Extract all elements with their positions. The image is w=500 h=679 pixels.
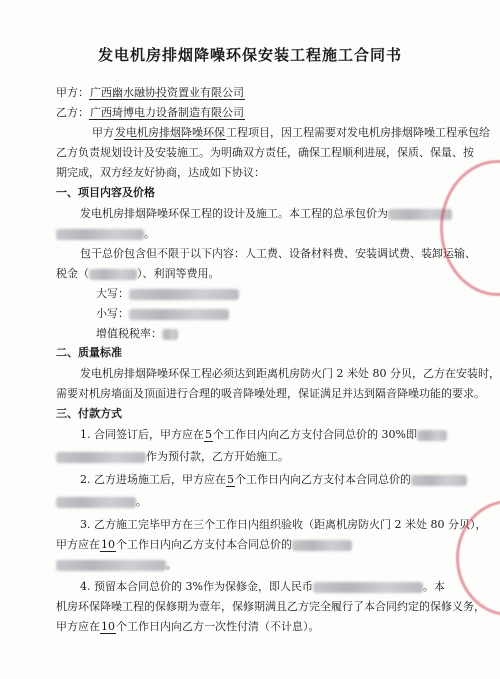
payment-4-line-1: 4. 预留本合同总价的 3%作为保修金，即人民币 。本 [80, 580, 445, 593]
tax-rate-label: 增值税税率： [96, 327, 162, 340]
redacted-retention-amount [313, 582, 423, 593]
redacted-amount-daxie [129, 289, 239, 300]
intro-line-2: 乙方负责规划设计及安装施工。为明确双方责任，确保工程顺利进展，保质、保量、按 [56, 146, 474, 159]
amount-daxie-row [96, 287, 239, 301]
payment-3-days: 10 [101, 538, 115, 551]
redacted-payment-3-cont [56, 560, 166, 571]
redacted-payment-2-cont [56, 497, 136, 508]
payment-3-line-1: 3. 乙方施工完毕甲方在三个工作日内组织验收（距离机房防火门 2 米处 80 分贝）， [80, 518, 487, 531]
redacted-payment-1-cont [56, 452, 146, 463]
company-seal-top [440, 160, 500, 296]
section-1-line-2: 。 [56, 227, 155, 241]
payment-1-days: 5 [205, 428, 212, 441]
section-1-line-3: 包干总价包含但不限于以下内容：人工费、设备材料费、安装调试费、装卸运输、 [80, 247, 476, 260]
tax-rate-row [96, 327, 178, 341]
party-b-row [56, 106, 245, 120]
daxie-label: 大写： [96, 287, 129, 300]
party-b-label: 乙方： [56, 106, 89, 119]
xiaoxie-label: 小写： [96, 307, 129, 320]
intro-line-3: 期完成，双方经友好协商，达成如下协议： [56, 166, 265, 179]
redacted-payment-2 [411, 475, 467, 486]
redacted-tax [89, 269, 137, 280]
section-3-heading: 三、付款方式 [56, 407, 122, 420]
redacted-tax-rate [162, 329, 178, 340]
intro-line-1: 甲方发电机房排烟降噪环保工程项目，因工程需要对发电机房排烟降噪工程承包给 [92, 126, 490, 139]
payment-4-line-2: 机房环保降噪工程的保修期为壹年，保修期满且乙方完全履行了本合同约定的保修义务， [56, 600, 485, 613]
redacted-payment-3 [292, 540, 352, 551]
payment-2-days: 5 [227, 473, 234, 486]
redacted-total-price-cont [56, 229, 144, 240]
section-2-line-1: 发电机房排烟降噪环保工程必须达到距离机房防火门 2 米处 80 分贝，乙方在安装时， [80, 367, 500, 380]
party-a-label: 甲方： [56, 86, 89, 99]
payment-3-line-3: 。 [56, 558, 177, 572]
party-a-name: 广西幽水融协投资置业有限公司 [90, 86, 244, 99]
redacted-payment-1 [417, 430, 447, 441]
party-b-name: 广西琦博电力设备制造有限公司 [90, 106, 244, 119]
payment-2-line-1: 2. 乙方进场施工后，甲方应在5个工作日内向乙方支付本合同总价的 [80, 473, 467, 487]
project-name: 发电机房排烟降噪环保 [115, 126, 225, 139]
payment-1-line-2: 作为预付款，乙方开始施工。 [56, 450, 289, 464]
redacted-amount-xiaoxie [129, 309, 229, 320]
section-2-line-2: 需要对机房墙面及顶面进行合理的吸音降噪处理，保证满足并达到隔音降噪功能的要求。 [56, 387, 485, 400]
section-2-heading: 二、质量标准 [56, 346, 122, 359]
payment-4-line-3: 甲方应在10个工作日内向乙方一次性付清（不计息）。 [56, 620, 320, 633]
payment-3-line-2: 甲方应在10个工作日内向乙方支付本合同总价的 [56, 538, 352, 552]
contract-title: 发电机房排烟降噪环保安装工程施工合同书 [97, 46, 402, 64]
amount-xiaoxie-row [96, 307, 229, 321]
payment-4-days: 10 [101, 620, 115, 633]
payment-2-line-2: 。 [56, 495, 147, 509]
section-1-heading: 一、项目内容及价格 [56, 186, 155, 199]
payment-1-line-1: 1. 合同签订后，甲方应在5个工作日内向乙方支付合同总价的 30%即 [80, 428, 447, 442]
section-1-line-4: 税金（ ）、利润等费用。 [56, 267, 220, 280]
section-1-line-1: 发电机房排烟降噪环保工程的设计及施工。本工程的总承包价为 [80, 207, 452, 221]
party-a-row [56, 86, 245, 100]
